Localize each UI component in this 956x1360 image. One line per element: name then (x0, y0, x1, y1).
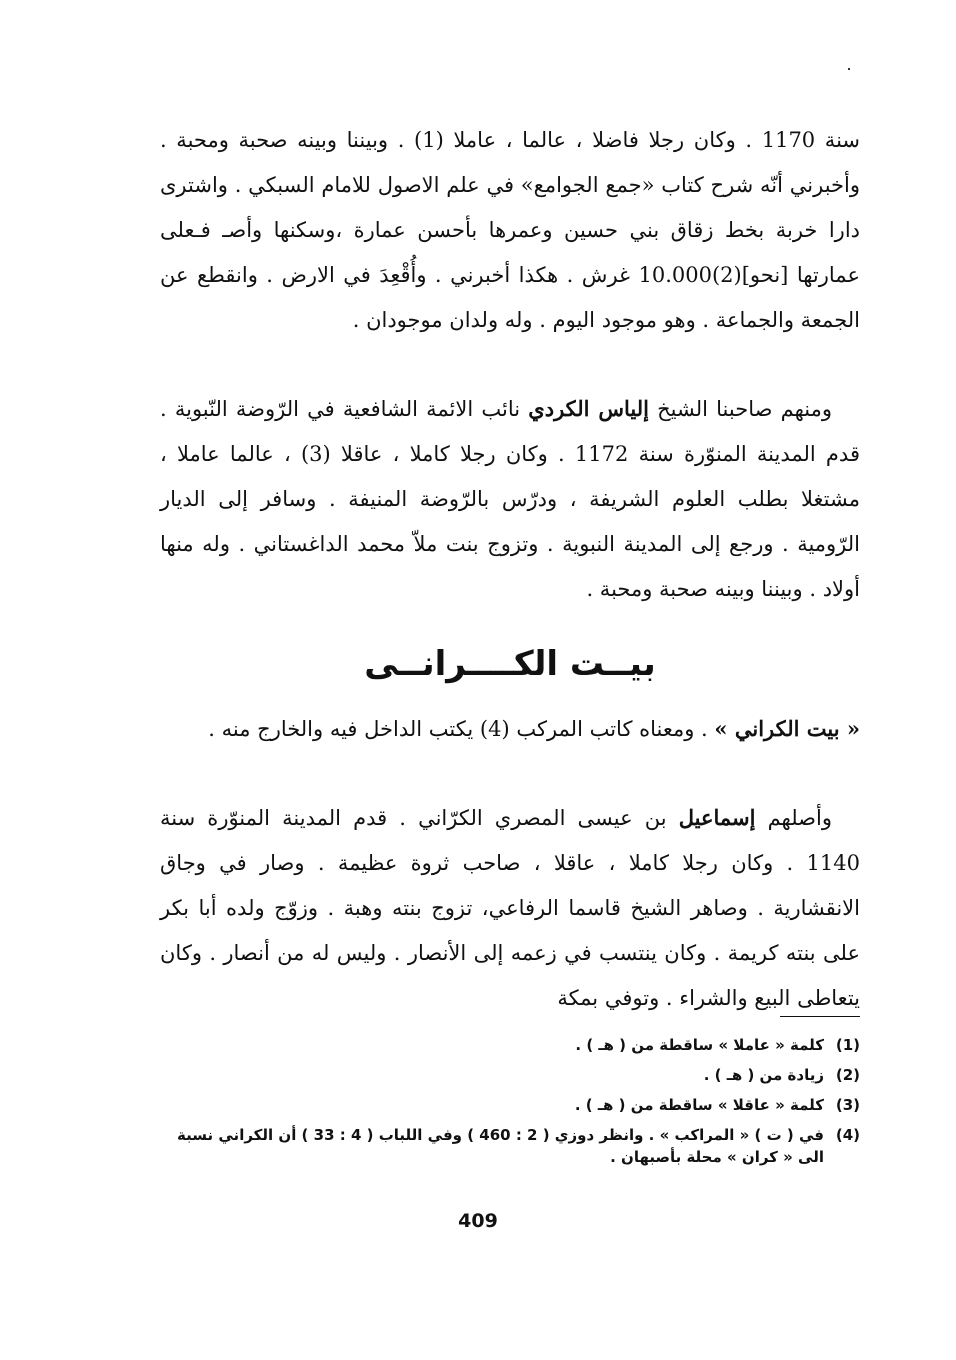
footnote-number: (3) (835, 1096, 860, 1114)
paragraph-definition (160, 706, 860, 752)
footnote-item (160, 1030, 860, 1060)
paragraph-lead-text: وأصلهم (755, 806, 832, 830)
paragraph-body-text: . ومعناه كاتب المركب (4) يكتب الداخل فيه والخارج منه . (208, 717, 715, 741)
paragraph-text: سنة 1170 . وكان رجلا فاضلا ، عالما ، عاملا (1) . وبيننا وبينه صحبة ومحبة . وأخبرني أنّه شرح كتاب «جمع الجوامع» في علم الاصول للامام السبكي . واشترى دارا خربة بخط زقاق بني حسين وعمرها بأحسن عمارة ،وسكنها وأصـ فـعلى عمارتها [نحو](2)10.000 غرش . هكذا أخبرني . وأُقْعِدَ في الارض . وانقطع عن الجمعة والجماعة . وهو موجود اليوم . وله ولدان موجودان . (160, 128, 860, 332)
paragraph-ilyas-kurdi (160, 386, 860, 612)
footnote-text: في ( ت ) « المراكب » . وانظر دوزي ( 2 : 460 ) وفي اللباب ( 4 : 33 ) أن الكراني نسبة الى « كران » محلة بأصبهان . (177, 1126, 824, 1166)
scan-speck (848, 68, 850, 70)
paragraph-lead-text: ومنهم صاحبنا الشيخ (648, 397, 833, 421)
paragraph-continued (160, 118, 860, 343)
footnote-item (160, 1090, 860, 1120)
footnote-text: زيادة من ( هـ ) . (703, 1066, 824, 1084)
paragraph-origin (160, 795, 860, 1021)
footnote-number: (1) (835, 1036, 860, 1054)
person-name-ismail: إسماعيل (678, 805, 756, 830)
paragraph-text (160, 386, 860, 612)
footnote-text: كلمة « عاملا » ساقطة من ( هـ ) . (575, 1036, 824, 1054)
paragraph-body-text: نائب الائمة الشافعية في الرّوضة النّبوية . قدم المدينة المنوّرة سنة 1172 . وكان رجلا كاملا ، عاقلا (3) ، عالما عاملا ، مشتغلا بطلب العلوم الشريفة ، ودرّس بالرّوضة المنيفة . وسافر إلى الديار الرّومية . ورجع إلى المدينة النبوية . وتزوج بنت ملاّ محمد الداغستاني . وله منها أولاد . وبيننا وبينه صحبة ومحبة . (160, 397, 860, 601)
family-name-term: « بيت الكراني » (714, 716, 860, 741)
page-number: 409 (458, 1210, 498, 1232)
footnote-item (160, 1120, 860, 1168)
footnote-item (160, 1060, 860, 1090)
footnotes (160, 1030, 860, 1168)
paragraph-body-text: بن عيسى المصري الكرّاني . قدم المدينة المنوّرة سنة 1140 . وكان رجلا كاملا ، عاقلا ، صاحب ثروة عظيمة . وصار في وجاق الانقشارية . وصاهر الشيخ قاسما الرفاعي، تزوج بنته وهبة . وزوّج ولده أبا بكر على بنته كريمة . وكان ينتسب في زعمه إلى الأنصار . وليس له من أنصار . وكان يتعاطى البيع والشراء . وتوفي بمكة (160, 806, 860, 1010)
person-name-ilyas-kurdi: إلياس الكردي (528, 396, 649, 421)
footnote-divider (780, 1016, 860, 1017)
footnote-text: كلمة « عاقلا » ساقطة من ( هـ ) . (574, 1096, 824, 1114)
footnote-number: (4) (835, 1126, 860, 1144)
section-heading: بيــت الكــــرانــى (364, 644, 656, 684)
paragraph-text (160, 706, 860, 752)
footnote-number: (2) (835, 1066, 860, 1084)
paragraph-text (160, 795, 860, 1021)
